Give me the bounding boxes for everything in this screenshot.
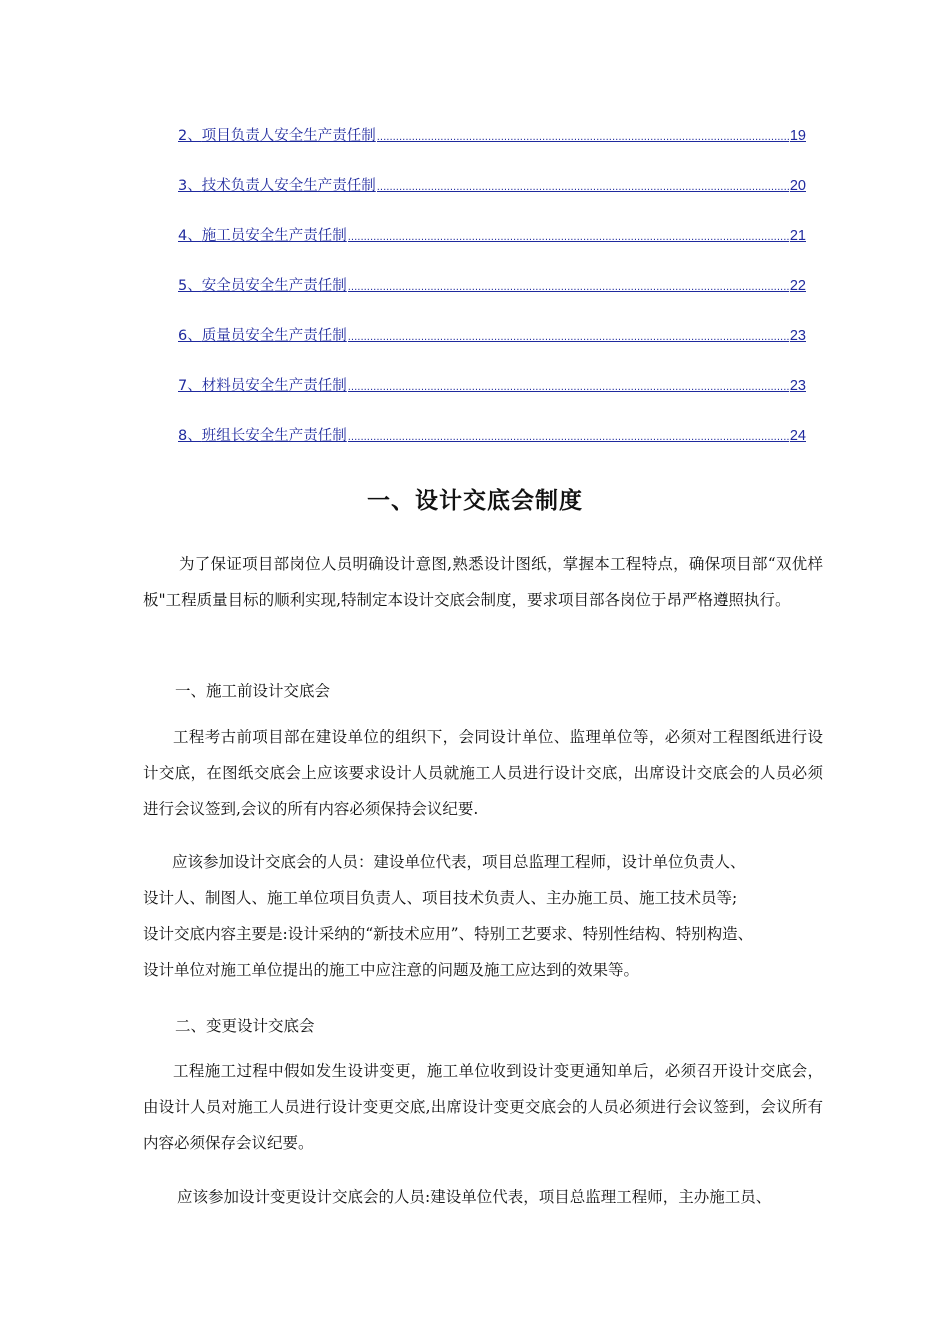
toc-entry-6[interactable] [178,325,806,375]
toc-title: 质量员安全生产责任制 [201,328,347,344]
attendees-line-2: 设计人、制图人、施工单位项目负责人、项目技术负责人、主办施工员、施工技术员等; [143,889,738,907]
toc-leader-dots [348,275,789,299]
toc-leader-dots [348,375,789,399]
toc-number: 3、 [178,178,202,194]
content-line-2: 设计单位对施工单位提出的施工中应注意的问题及施工应达到的效果等。 [143,961,640,979]
toc-title: 项目负责人安全生产责任制 [201,128,376,144]
change-paragraph: 工程施工过程中假如发生设讲变更，施工单位收到设计变更通知单后，必须召开设计交底会，由设计人员对施工人员进行设计变更交底,出席设计变更交底会的人员必须进行会议签到，会议所有内容必须保存会议纪要。 [143,1062,823,1152]
toc-title: 班组长安全生产责任制 [201,428,347,444]
toc-entry-8[interactable] [178,425,806,475]
subsection-title-pre-construction: 一、施工前设计交底会 [175,682,331,700]
toc-leader-dots [377,175,789,199]
toc-leader-dots [377,125,789,149]
toc-number: 7、 [178,378,202,394]
toc-page-number: 22 [789,278,806,294]
toc-page-number: 21 [789,228,806,244]
toc-title: 技术负责人安全生产责任制 [201,178,376,194]
table-of-contents [178,125,806,475]
toc-entry-3[interactable] [178,175,806,225]
toc-number: 5、 [178,278,202,294]
toc-title: 施工员安全生产责任制 [201,228,347,244]
change-attendees-line: 应该参加设计变更设计交底会的人员:建设单位代表，项目总监理工程师，主办施工员、 [177,1188,772,1206]
toc-page-number: 23 [789,378,806,394]
toc-entry-2[interactable] [178,125,806,175]
toc-leader-dots [348,325,789,349]
toc-leader-dots [348,425,789,449]
toc-entry-4[interactable] [178,225,806,275]
content-line-1: 设计交底内容主要是:设计采纳的“新技术应用”、特别工艺要求、特别性结构、特别构造、 [143,925,754,943]
toc-number: 8、 [178,428,202,444]
toc-page-number: 19 [789,128,806,144]
toc-page-number: 20 [789,178,806,194]
toc-title: 材料员安全生产责任制 [201,378,347,394]
toc-entry-7[interactable] [178,375,806,425]
toc-number: 6、 [178,328,202,344]
toc-entry-5[interactable] [178,275,806,325]
intro-paragraph: 为了保证项目部岗位人员明确设计意图,熟悉设计图纸，掌握本工程特点，确保项目部“双优样板"工程质量目标的顺利实现,特制定本设计交底会制度，要求项目部各岗位于昂严格遵照执行。 [143,555,823,609]
toc-title: 安全员安全生产责任制 [201,278,347,294]
toc-page-number: 23 [789,328,806,344]
subsection-title-change: 二、变更设计交底会 [175,1017,315,1035]
toc-number: 4、 [178,228,202,244]
section-heading: 一、设计交底会制度 [367,488,583,514]
toc-number: 2、 [178,128,202,144]
attendees-line-1: 应该参加设计交底会的人员：建设单位代表，项目总监理工程师，设计单位负责人、 [172,853,746,871]
toc-page-number: 24 [789,428,806,444]
pre-construction-paragraph: 工程考古前项目部在建设单位的组织下，会同设计单位、监理单位等，必须对工程图纸进行设计交底，在图纸交底会上应该要求设计人员就施工人员进行设计交底，出席设计交底会的人员必须进行会议签到,会议的所有内容必须保持会议纪要. [143,728,823,818]
toc-leader-dots [348,225,789,249]
